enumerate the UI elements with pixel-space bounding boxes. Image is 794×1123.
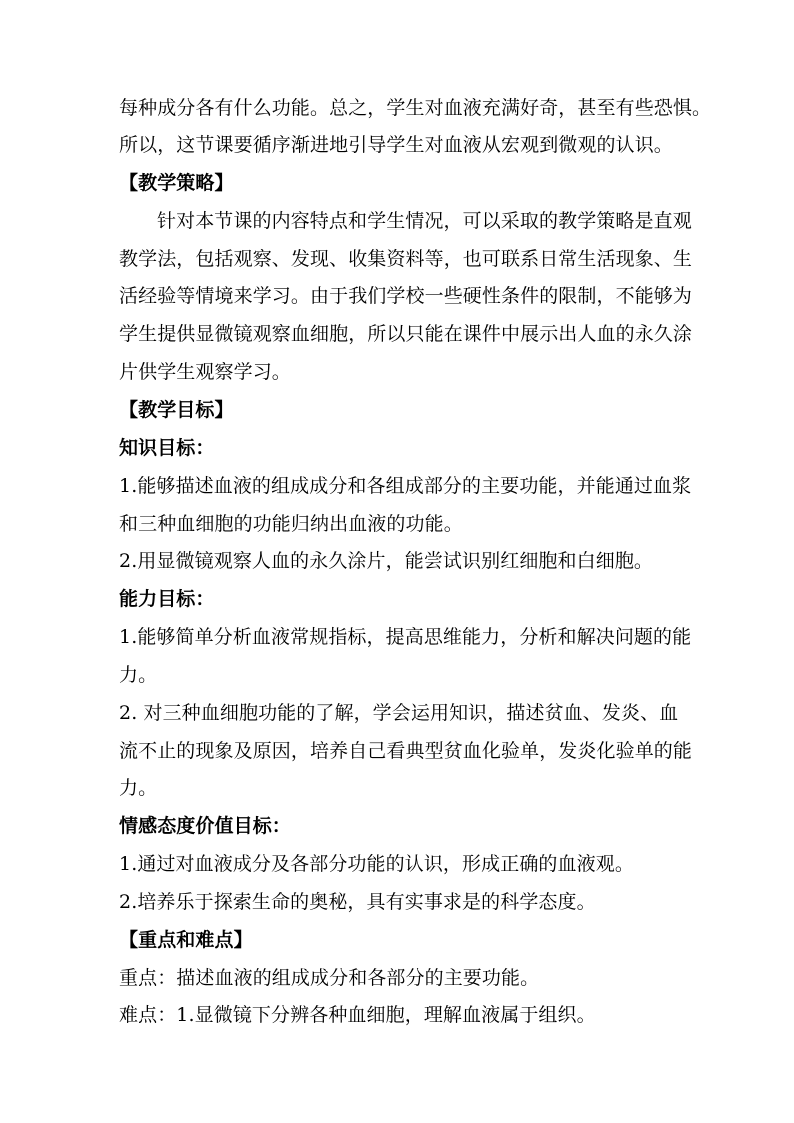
ability-2-line-2: 流不止的现象及原因，培养自己看典型贫血化验单，发炎化验单的能 (119, 740, 693, 762)
knowledge-2: 2.用显微镜观察人血的永久涂片，能尝试识别红细胞和白细胞。 (119, 550, 654, 572)
intro-line-1: 每种成分各有什么功能。总之，学生对血液充满好奇，甚至有些恐惧。 (119, 97, 712, 119)
strategy-line-1: 针对本节课的内容特点和学生情况，可以采取的教学策略是直观 (157, 210, 692, 232)
emotion-1: 1.通过对血液成分及各部分功能的认识，形成正确的血液观。 (119, 853, 634, 875)
ability-2-line-3: 力。 (119, 777, 158, 799)
key-heading: 【重点和难点】 (119, 929, 253, 951)
strategy-line-2: 教学法，包括观察、发现、收集资料等，也可联系日常生活现象、生 (119, 248, 693, 270)
emotion-heading: 情感态度价值目标： (119, 815, 291, 837)
key-point: 重点：描述血液的组成成分和各部分的主要功能。 (119, 967, 540, 989)
knowledge-1-line-1: 1.能够描述血液的组成成分和各组成部分的主要功能，并能通过血浆 (119, 475, 692, 497)
strategy-heading: 【教学策略】 (119, 172, 234, 194)
intro-line-2: 所以，这节课要循序渐进地引导学生对血液从宏观到微观的认识。 (119, 134, 673, 156)
ability-heading: 能力目标： (119, 588, 215, 610)
strategy-line-5: 片供学生观察学习。 (119, 361, 291, 383)
ability-1-line-1: 1.能够简单分析血液常规指标，提高思维能力，分析和解决问题的能 (119, 626, 692, 648)
goals-heading: 【教学目标】 (119, 399, 234, 421)
knowledge-heading: 知识目标： (119, 437, 215, 459)
emotion-2: 2.培养乐于探索生命的奥秘，具有实事求是的科学态度。 (119, 891, 596, 913)
strategy-line-4: 学生提供显微镜观察血细胞，所以只能在课件中展示出人血的永久涂 (119, 323, 693, 345)
ability-1-line-2: 力。 (119, 664, 158, 686)
difficult-point: 难点：1.显微镜下分辨各种血细胞，理解血液属于组织。 (119, 1004, 596, 1026)
strategy-line-3: 活经验等情境来学习。由于我们学校一些硬性条件的限制，不能够为 (119, 285, 693, 307)
knowledge-1-line-2: 和三种血细胞的功能归纳出血液的功能。 (119, 513, 463, 535)
ability-2-line-1: 2. 对三种血细胞功能的了解，学会运用知识，描述贫血、发炎、血 (119, 702, 679, 724)
